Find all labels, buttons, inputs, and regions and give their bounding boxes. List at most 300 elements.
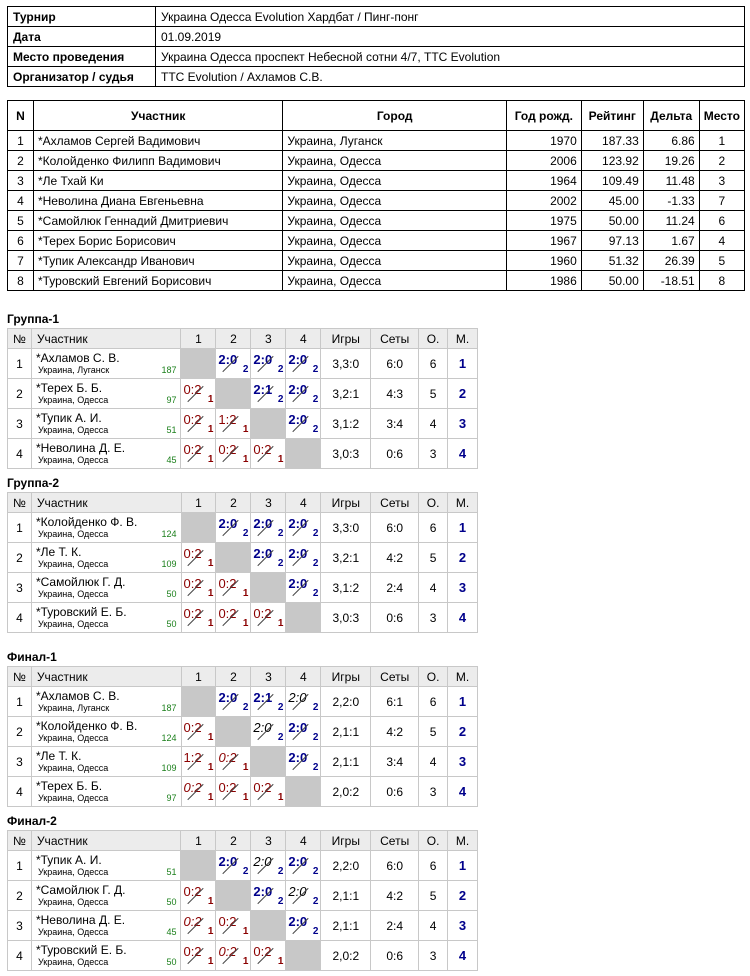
participant-cell: 4 <box>699 231 744 251</box>
group-header-cell: М. <box>448 831 478 851</box>
participant-cell: 97.13 <box>581 231 643 251</box>
player-name: *Туровский Е. Б. <box>35 605 127 619</box>
match-points: 2 <box>277 702 284 713</box>
match-points: 2 <box>277 364 284 375</box>
match-points: 2 <box>312 364 319 375</box>
place-cell: 3 <box>448 573 478 603</box>
diagonal-cell <box>251 747 286 777</box>
group-row <box>8 349 478 379</box>
group-header-cell: О. <box>419 667 448 687</box>
match-points: 1 <box>242 618 249 629</box>
participant-cell: 45.00 <box>581 191 643 211</box>
games-cell: 3,2:1 <box>321 379 371 409</box>
match-points: 2 <box>312 926 319 937</box>
group-header-cell: Участник <box>31 831 181 851</box>
match-score: 2:0 <box>253 720 272 735</box>
participant-cell: 6 <box>699 211 744 231</box>
match-cell <box>216 687 251 717</box>
match-points: 2 <box>312 424 319 435</box>
group-header-row <box>8 831 478 851</box>
player-name: *Самойлюк Г. Д. <box>35 883 126 897</box>
player-rating: 124 <box>161 529 177 539</box>
participant-row <box>8 251 745 271</box>
group-header-cell: Игры <box>321 329 371 349</box>
participant-cell: 1967 <box>506 231 581 251</box>
match-result <box>218 941 248 967</box>
player-name: *Тупик А. И. <box>35 411 102 425</box>
group-header-cell: М. <box>448 329 478 349</box>
player-city: Украина, Одесса <box>37 529 109 539</box>
match-score: 0:2 <box>218 576 237 591</box>
match-points: 2 <box>312 588 319 599</box>
match-result <box>253 717 283 743</box>
points-cell: 5 <box>419 543 448 573</box>
group-row-number: 3 <box>8 911 32 941</box>
match-result <box>288 543 318 569</box>
participant-cell: 187.33 <box>581 131 643 151</box>
info-value: Украина Одесса проспект Небесной сотни 4/7, TTC Evolution <box>156 47 745 67</box>
participant-row <box>8 231 745 251</box>
games-cell: 2,2:0 <box>321 687 371 717</box>
participant-cell: 8 <box>8 271 34 291</box>
participant-cell: 5 <box>699 251 744 271</box>
match-points: 1 <box>207 792 214 803</box>
match-cell <box>216 409 251 439</box>
match-points: 2 <box>312 702 319 713</box>
participant-cell: 51.32 <box>581 251 643 271</box>
match-score: 0:2 <box>183 606 202 621</box>
match-cell <box>216 513 251 543</box>
match-score: 0:2 <box>218 606 237 621</box>
match-result <box>288 573 318 599</box>
participant-cell: 6.86 <box>643 131 699 151</box>
sets-cell: 6:1 <box>371 687 419 717</box>
match-cell <box>251 687 286 717</box>
match-score: 0:2 <box>253 442 272 457</box>
participant-cell: 1 <box>8 131 34 151</box>
group-header-cell: 4 <box>286 493 321 513</box>
info-label: Дата <box>8 27 156 47</box>
match-points: 2 <box>277 394 284 405</box>
group-header-cell: Сеты <box>371 667 419 687</box>
points-cell: 4 <box>419 911 448 941</box>
player-cell <box>31 513 181 543</box>
match-score: 0:2 <box>183 576 202 591</box>
group-header-cell: Сеты <box>371 831 419 851</box>
match-score: 0:2 <box>253 606 272 621</box>
match-score: 2:0 <box>253 546 273 561</box>
player-cell <box>31 349 181 379</box>
match-points: 2 <box>312 394 319 405</box>
match-points: 1 <box>207 424 214 435</box>
diagonal-cell <box>286 603 321 633</box>
games-cell: 2,1:1 <box>321 911 371 941</box>
match-points: 1 <box>207 394 214 405</box>
diagonal-cell <box>286 941 321 971</box>
match-cell <box>286 851 321 881</box>
match-cell <box>286 687 321 717</box>
participant-cell: 50.00 <box>581 271 643 291</box>
participant-cell: Украина, Одесса <box>283 191 506 211</box>
match-result <box>288 513 318 539</box>
match-points: 1 <box>242 792 249 803</box>
match-result <box>253 603 283 629</box>
player-cell <box>31 777 181 807</box>
group-header-cell: 4 <box>286 329 321 349</box>
diagonal-cell <box>251 573 286 603</box>
match-score: 0:2 <box>183 884 202 899</box>
player-rating: 97 <box>166 395 177 405</box>
points-cell: 4 <box>419 573 448 603</box>
group-row <box>8 881 478 911</box>
match-points: 1 <box>242 762 249 773</box>
participant-cell: 26.39 <box>643 251 699 271</box>
participant-cell: 7 <box>8 251 34 271</box>
group-row <box>8 379 478 409</box>
match-points: 2 <box>242 866 249 877</box>
match-points: 2 <box>277 558 284 569</box>
match-score: 2:0 <box>253 884 273 899</box>
match-score: 2:0 <box>288 914 308 929</box>
participant-cell: -1.33 <box>643 191 699 211</box>
group-row-number: 4 <box>8 777 32 807</box>
player-rating: 124 <box>161 733 177 743</box>
player-cell <box>31 603 181 633</box>
participant-cell: Украина, Одесса <box>283 211 506 231</box>
points-cell: 5 <box>419 881 448 911</box>
match-points: 1 <box>207 454 214 465</box>
match-points: 1 <box>207 618 214 629</box>
player-city: Украина, Одесса <box>37 395 109 405</box>
match-score: 2:0 <box>288 690 307 705</box>
match-cell <box>216 439 251 469</box>
match-points: 2 <box>312 866 319 877</box>
place-cell: 2 <box>448 379 478 409</box>
player-cell <box>31 911 181 941</box>
match-points: 1 <box>207 558 214 569</box>
group-table <box>7 492 478 633</box>
group-table <box>7 328 478 469</box>
group-header-cell: Игры <box>321 831 371 851</box>
participants-header: Год рожд. <box>506 101 581 131</box>
player-cell <box>31 409 181 439</box>
group-row <box>8 777 478 807</box>
participant-row <box>8 211 745 231</box>
match-result <box>183 573 213 599</box>
diagonal-cell <box>216 717 251 747</box>
match-cell <box>286 513 321 543</box>
participant-cell: *Самойлюк Геннадий Дмитриевич <box>33 211 282 231</box>
sets-cell: 0:6 <box>371 603 419 633</box>
match-cell <box>181 717 216 747</box>
match-score: 0:2 <box>183 914 202 929</box>
points-cell: 3 <box>419 941 448 971</box>
participant-cell: 109.49 <box>581 171 643 191</box>
participants-header: Рейтинг <box>581 101 643 131</box>
group-header-cell: М. <box>448 667 478 687</box>
match-score: 2:0 <box>218 854 238 869</box>
match-score: 0:2 <box>183 720 202 735</box>
match-cell <box>251 379 286 409</box>
player-cell <box>31 439 181 469</box>
match-points: 2 <box>277 732 284 743</box>
group-header-cell: 1 <box>181 667 216 687</box>
match-cell <box>216 573 251 603</box>
games-cell: 3,1:2 <box>321 409 371 439</box>
group-header-cell: 2 <box>216 831 251 851</box>
match-points: 1 <box>277 792 284 803</box>
match-cell <box>251 777 286 807</box>
match-score: 2:0 <box>288 854 308 869</box>
match-result <box>253 851 283 877</box>
player-city: Украина, Одесса <box>37 763 109 773</box>
diagonal-cell <box>286 439 321 469</box>
player-name: *Ле Т. К. <box>35 749 82 763</box>
match-cell <box>181 747 216 777</box>
participant-row <box>8 131 745 151</box>
match-result <box>183 439 213 465</box>
match-cell <box>181 573 216 603</box>
match-points: 1 <box>277 618 284 629</box>
participant-cell: 2006 <box>506 151 581 171</box>
sets-cell: 3:4 <box>371 409 419 439</box>
games-cell: 3,0:3 <box>321 439 371 469</box>
participant-row <box>8 151 745 171</box>
player-rating: 50 <box>166 589 177 599</box>
info-row <box>8 47 745 67</box>
match-result <box>218 851 248 877</box>
match-score: 0:2 <box>183 780 202 795</box>
match-cell <box>286 409 321 439</box>
participant-cell: 1964 <box>506 171 581 191</box>
group-header-cell: 1 <box>181 493 216 513</box>
group-header-cell: Игры <box>321 667 371 687</box>
diagonal-cell <box>286 777 321 807</box>
group-row <box>8 513 478 543</box>
match-cell <box>216 747 251 777</box>
match-cell <box>286 747 321 777</box>
group-row-number: 1 <box>8 687 32 717</box>
participant-cell: 2 <box>699 151 744 171</box>
games-cell: 2,1:1 <box>321 717 371 747</box>
participant-cell: Украина, Одесса <box>283 251 506 271</box>
group-row <box>8 747 478 777</box>
match-cell <box>286 881 321 911</box>
player-name: *Ахламов С. В. <box>35 351 120 365</box>
group-row-number: 4 <box>8 941 32 971</box>
player-city: Украина, Одесса <box>37 559 109 569</box>
sets-cell: 6:0 <box>371 513 419 543</box>
match-score: 2:0 <box>288 576 308 591</box>
group-header-cell: № <box>8 667 32 687</box>
diagonal-cell <box>181 513 216 543</box>
match-score: 0:2 <box>183 546 202 561</box>
match-score: 1:2 <box>183 750 202 765</box>
match-cell <box>251 513 286 543</box>
sets-cell: 4:2 <box>371 543 419 573</box>
match-score: 2:0 <box>288 750 308 765</box>
group-row-number: 2 <box>8 717 32 747</box>
match-score: 0:2 <box>218 944 237 959</box>
player-name: *Колойденко Ф. В. <box>35 719 138 733</box>
match-result <box>253 349 283 375</box>
match-score: 0:2 <box>218 750 237 765</box>
match-points: 1 <box>242 588 249 599</box>
match-cell <box>181 911 216 941</box>
match-points: 1 <box>277 454 284 465</box>
participant-row <box>8 271 745 291</box>
place-cell: 2 <box>448 543 478 573</box>
group-row <box>8 543 478 573</box>
group-row-number: 3 <box>8 409 32 439</box>
match-result <box>218 747 248 773</box>
participant-cell: Украина, Одесса <box>283 271 506 291</box>
match-cell <box>251 603 286 633</box>
match-cell <box>251 941 286 971</box>
group-header-cell: № <box>8 831 32 851</box>
match-result <box>218 687 248 713</box>
match-result <box>288 747 318 773</box>
match-result <box>253 513 283 539</box>
participants-header: Участник <box>33 101 282 131</box>
match-score: 0:2 <box>218 442 237 457</box>
match-result <box>288 851 318 877</box>
group-header-cell: О. <box>419 329 448 349</box>
participant-cell: 2002 <box>506 191 581 211</box>
participant-cell: 11.48 <box>643 171 699 191</box>
participant-cell: 3 <box>699 171 744 191</box>
match-score: 0:2 <box>183 944 202 959</box>
match-cell <box>181 543 216 573</box>
match-result <box>218 409 248 435</box>
diagonal-cell <box>216 379 251 409</box>
points-cell: 5 <box>419 379 448 409</box>
place-cell: 3 <box>448 409 478 439</box>
match-cell <box>251 349 286 379</box>
group-table <box>7 666 478 807</box>
participant-cell: Украина, Одесса <box>283 171 506 191</box>
match-cell <box>181 777 216 807</box>
player-rating: 109 <box>161 559 177 569</box>
participant-cell: 19.26 <box>643 151 699 171</box>
participant-cell: *Ахламов Сергей Вадимович <box>33 131 282 151</box>
group-header-cell: 2 <box>216 493 251 513</box>
player-city: Украина, Одесса <box>37 927 109 937</box>
group-row-number: 3 <box>8 747 32 777</box>
match-cell <box>286 911 321 941</box>
place-cell: 4 <box>448 777 478 807</box>
participants-header: Дельта <box>643 101 699 131</box>
participant-cell: 4 <box>8 191 34 211</box>
group-header-cell: Участник <box>31 493 181 513</box>
place-cell: 4 <box>448 439 478 469</box>
match-points: 2 <box>312 896 319 907</box>
match-result <box>253 379 283 405</box>
group-header-cell: Сеты <box>371 493 419 513</box>
group-row-number: 2 <box>8 379 32 409</box>
player-name: *Ле Т. К. <box>35 545 82 559</box>
match-cell <box>286 349 321 379</box>
sets-cell: 0:6 <box>371 439 419 469</box>
group-header-row <box>8 667 478 687</box>
match-cell <box>286 543 321 573</box>
match-cell <box>181 881 216 911</box>
match-points: 1 <box>277 956 284 967</box>
match-cell <box>286 717 321 747</box>
participant-cell: 50.00 <box>581 211 643 231</box>
match-points: 1 <box>242 956 249 967</box>
player-name: *Неволина Д. Е. <box>35 441 126 455</box>
info-label: Турнир <box>8 7 156 27</box>
player-city: Украина, Одесса <box>37 897 109 907</box>
group-header-cell: Участник <box>31 329 181 349</box>
group-header-cell: О. <box>419 493 448 513</box>
games-cell: 2,0:2 <box>321 941 371 971</box>
match-cell <box>181 379 216 409</box>
group-row-number: 2 <box>8 881 32 911</box>
match-result <box>218 777 248 803</box>
match-score: 0:2 <box>253 780 272 795</box>
info-row <box>8 67 745 87</box>
games-cell: 3,1:2 <box>321 573 371 603</box>
match-points: 2 <box>242 364 249 375</box>
match-result <box>288 379 318 405</box>
match-cell <box>251 851 286 881</box>
group-row <box>8 851 478 881</box>
group-header-cell: Игры <box>321 493 371 513</box>
match-points: 2 <box>312 528 319 539</box>
place-cell: 1 <box>448 851 478 881</box>
match-result <box>183 603 213 629</box>
group-header-cell: Сеты <box>371 329 419 349</box>
match-score: 0:2 <box>218 914 237 929</box>
player-rating: 187 <box>161 703 177 713</box>
sets-cell: 4:2 <box>371 717 419 747</box>
diagonal-cell <box>251 409 286 439</box>
player-cell <box>31 543 181 573</box>
match-score: 0:2 <box>253 944 272 959</box>
player-name: *Колойденко Ф. В. <box>35 515 138 529</box>
player-name: *Тупик А. И. <box>35 853 102 867</box>
match-points: 1 <box>207 896 214 907</box>
match-result <box>253 941 283 967</box>
group-header-cell: 4 <box>286 831 321 851</box>
group-header-cell: 3 <box>251 831 286 851</box>
group-row-number: 1 <box>8 851 32 881</box>
match-result <box>218 349 248 375</box>
place-cell: 1 <box>448 513 478 543</box>
match-result <box>253 777 283 803</box>
match-points: 2 <box>242 702 249 713</box>
match-score: 2:0 <box>288 412 308 427</box>
group-row <box>8 941 478 971</box>
player-cell <box>31 687 181 717</box>
match-cell <box>181 941 216 971</box>
match-score: 2:0 <box>288 546 308 561</box>
games-cell: 3,2:1 <box>321 543 371 573</box>
match-cell <box>251 439 286 469</box>
match-score: 2:1 <box>253 690 273 705</box>
group-title: Финал-2 <box>7 814 57 828</box>
group-row <box>8 409 478 439</box>
match-score: 2:0 <box>253 516 273 531</box>
player-rating: 97 <box>166 793 177 803</box>
participant-cell: 2 <box>8 151 34 171</box>
participant-cell: Украина, Одесса <box>283 231 506 251</box>
group-row <box>8 603 478 633</box>
participants-header: N <box>8 101 34 131</box>
match-result <box>288 717 318 743</box>
